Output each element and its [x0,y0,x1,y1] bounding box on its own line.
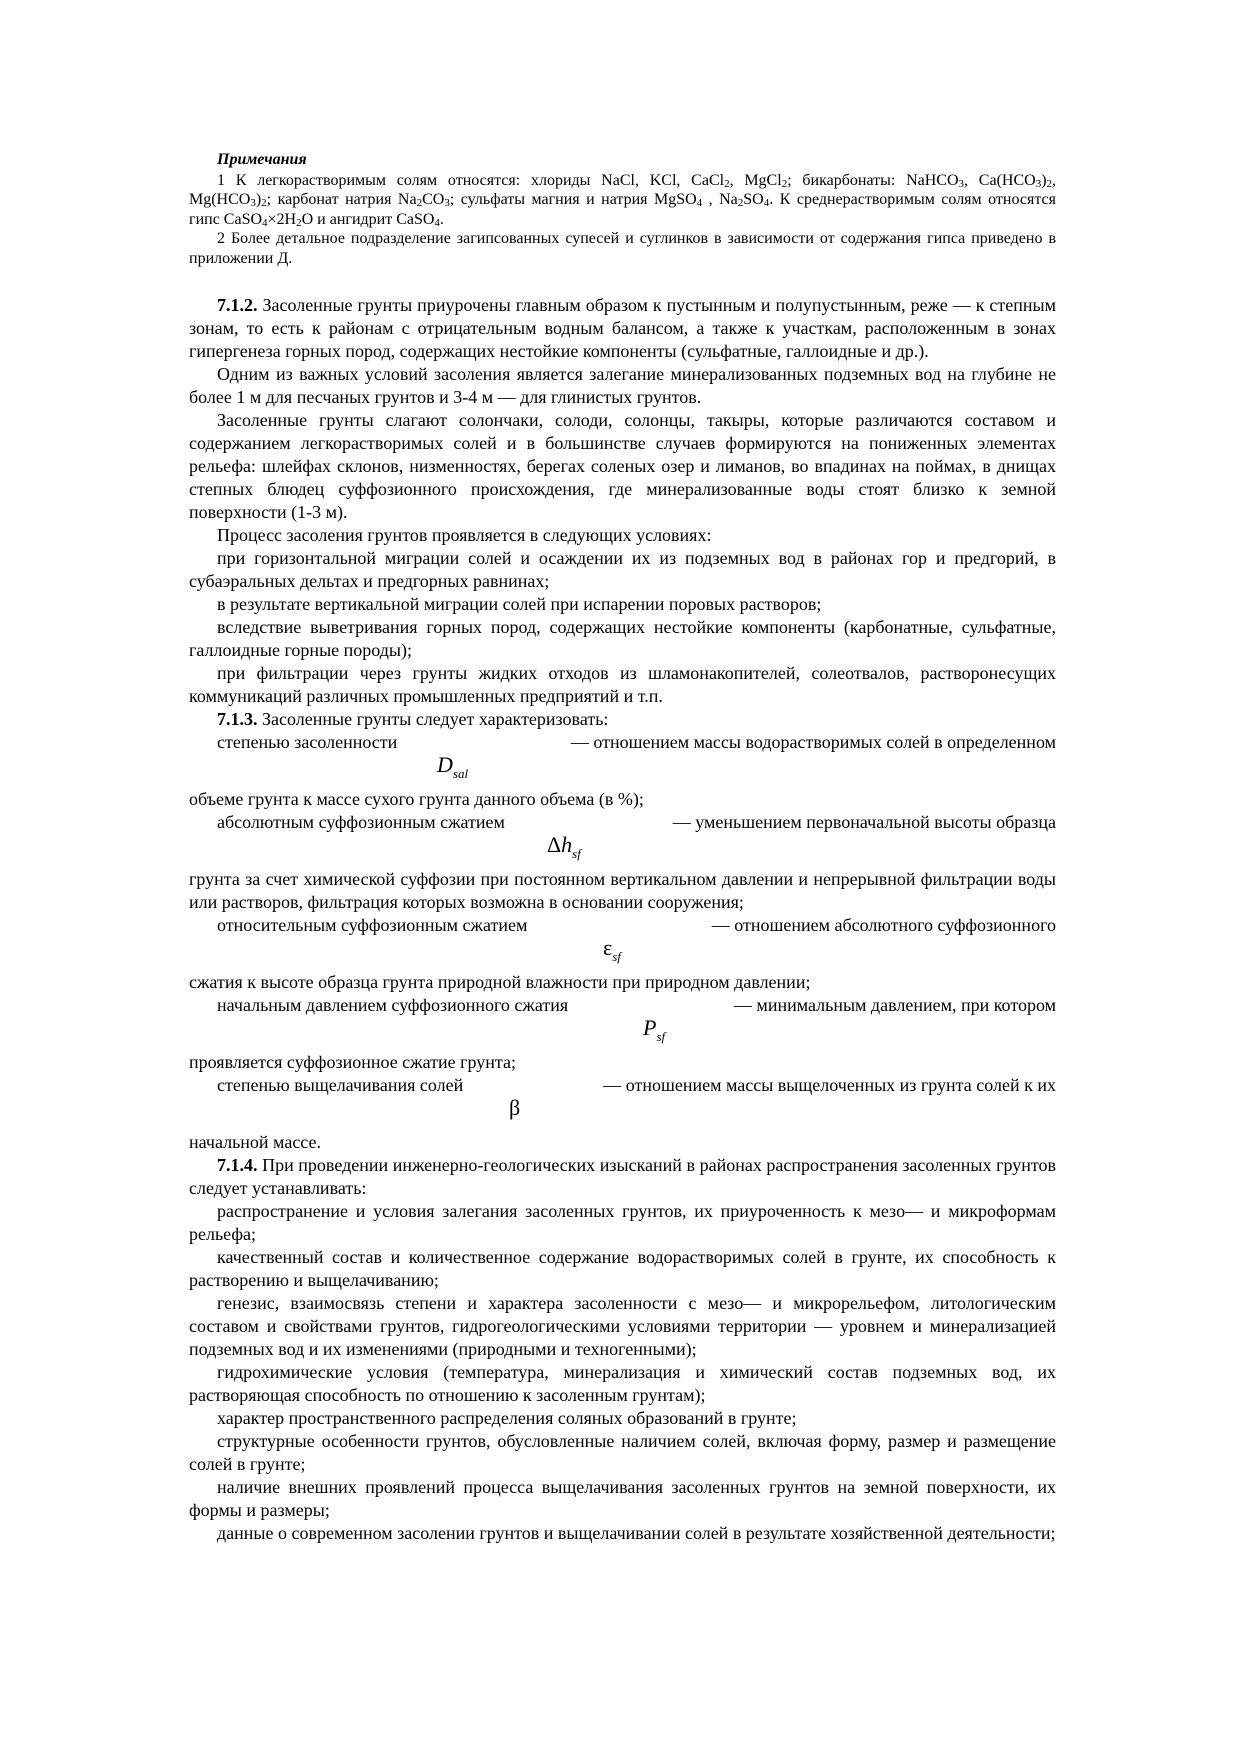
paragraph: сжатия к высоте образца грунта природной влажности при природном давлении; [189,972,811,992]
list-item: гидрохимические условия (температура, минерализация и химический состав подземных вод, их растворяющая способность по отношению к засоленным грунтам); [189,1362,1056,1405]
list-item: генезис, взаимосвязь степени и характера засоленности с мезо— и микрорельефом, литологическим составом и свойствами грунтов, гидрогеологическими условиями территории — уровнем и минерализацией подземных вод и их изменениями (природными и техногенными); [189,1293,1056,1359]
section-number-714: 7.1.4. [217,1155,258,1175]
formula-beta: β [509,1095,521,1120]
paragraph: Одним из важных условий засоления является залегание минерализованных подземных вод на глубине не более 1 м для песчаных грунтов и 3-4 м — для глинистых грунтов. [189,364,1056,407]
list-item: распространение и условия залегания засоленных грунтов, их приуроченность к мезо— и микроформам рельефа; [189,1201,1056,1244]
definition-line: степенью засоленности — отношением массы водорастворимых солей в определенном [217,732,1056,752]
paragraph-713: 7.1.3. Засоленные грунты следует характеризовать: [217,709,609,729]
list-item: данные о современном засолении грунтов и выщелачивании солей в результате хозяйственной деятельности; [217,1523,1056,1543]
definition-line: степенью выщелачивания солей — отношением массы выщелоченных из грунта солей к их [217,1075,1056,1095]
document-page [189,150,1056,1545]
list-item: качественный состав и количественное содержание водорастворимых солей в грунте, их способность к растворению и выщелачиванию; [189,1247,1056,1290]
formula-d-sal: $D_{sal}$ [437,752,469,781]
paragraph: в результате вертикальной миграции солей при испарении поровых растворов; [217,594,822,614]
paragraph: объеме грунта к массе сухого грунта данного объема (в %); [189,789,644,809]
paragraph: начальной массе. [189,1132,322,1152]
definition-line: относительным суффозионным сжатием — отношением абсолютного суффозионного [217,915,1056,935]
formula-delta-h-sf: $\Delta h_{sf}$ [547,832,581,861]
formula-p-sf: $P_{sf}$ [643,1015,666,1044]
notes-heading: Примечания [217,151,307,168]
paragraph-714: 7.1.4. При проведении инженерно-геологических изысканий в районах распространения засоленных грунтов следует устанавливать: [189,1155,1056,1198]
list-item: структурные особенности грунтов, обусловленные наличием солей, включая форму, размер и размещение солей в грунте; [189,1431,1056,1474]
paragraph: вследствие выветривания горных пород, содержащих нестойкие компоненты (карбонатные, сульфатные, галлоидные горные породы); [189,617,1056,660]
paragraph: проявляется суффозионное сжатие грунта; [189,1052,516,1072]
list-item: характер пространственного распределения соляных образований в грунте; [217,1408,797,1428]
definition-line: начальным давлением суффозионного сжатия — минимальным давлением, при котором [217,995,1056,1015]
section-number-712: 7.1.2. [217,295,258,315]
paragraph: грунта за счет химической суффозии при постоянном вертикальном давлении и непрерывной фильтрации воды или растворов, фильтрация которых возможна в основании сооружения; [189,869,1056,912]
paragraph-712: 7.1.2. Засоленные грунты приурочены главным образом к пустынным и полупустынным, реже — к степным зонам, то есть к районам с отрицательным водным балансом, а также к участкам, расположенным в зонах гипергенеза горных пород, содержащих нестойкие компоненты (сульфатные, галлоидные и др.). [189,295,1056,361]
paragraph: Засоленные грунты слагают солончаки, солоди, солонцы, такыры, которые различаются составом и содержанием легкорастворимых солей и в большинстве случаев формируются на пониженных элементах рельефа: шлейфах склонов, низменностях, берегах соленых озер и лиманов, во впадинах на поймах, в днищах степных блюдец суффозионного происхождения, где минерализованные воды стоят близко к земной поверхности (1-3 м). [189,410,1056,522]
formula-epsilon-sf: $\varepsilon_{sf}$ [603,935,621,964]
paragraph: Процесс засоления грунтов проявляется в следующих условиях: [217,525,712,545]
note-1: 1 К легкорастворимым солям относятся: хлориды NaCl, KCl, CaCl$_2$, MgCl$_2$; бикарбонаты: NaHCO$_3$, $Ca(HCO_3)_2$, $Mg(HCO_3)_2$; карбонат натрия $Na_2CO_3$; сульфаты магния и натрия MgSO$_4$ , $Na_2SO_4$. К среднерастворимым солям относятся гипс $CaSO_4\times 2H_2O$ и ангидрит CaSO$_4$. [189,171,1057,229]
definition-line: абсолютным суффозионным сжатием — уменьшением первоначальной высоты образца [217,812,1056,832]
paragraph: при фильтрации через грунты жидких отходов из шламонакопителей, солеотвалов, растворонесущих коммуникаций различных промышленных предприятий и т.п. [189,663,1056,706]
notes-block [189,150,1056,268]
main-text [189,294,1056,1545]
note-2: 2 Более детальное подразделение загипсованных супесей и суглинков в зависимости от содержания гипса приведено в приложении Д. [189,230,1056,267]
list-item: наличие внешних проявлений процесса выщелачивания засоленных грунтов на земной поверхности, их формы и размеры; [189,1477,1056,1520]
section-number-713: 7.1.3. [217,709,258,729]
paragraph: при горизонтальной миграции солей и осаждении их из подземных вод в районах гор и предгорий, в субаэральных дельтах и предгорных равнинах; [189,548,1056,591]
